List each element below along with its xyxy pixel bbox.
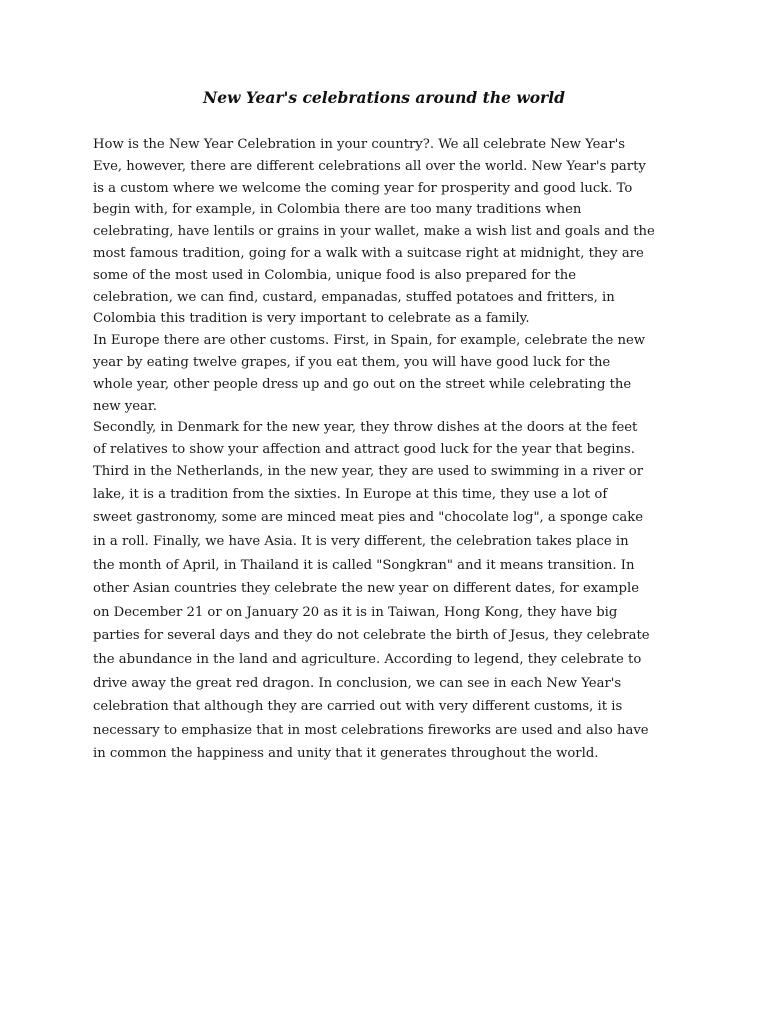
text-line: parties for several days and they do not celebrate the birth of Jesus, they celebrate xyxy=(93,628,650,644)
text-line: most famous tradition, going for a walk with a suitcase right at midnight, they are xyxy=(93,245,644,261)
document-title: New Year's celebrations around the world xyxy=(203,88,565,107)
text-line: necessary to emphasize that in most celebrations fireworks are used and also have xyxy=(93,722,649,738)
text-line: is a custom where we welcome the coming year for prosperity and good luck. To xyxy=(93,180,633,196)
text-line: year by eating twelve grapes, if you eat them, you will have good luck for the xyxy=(93,354,611,370)
text-line: sweet gastronomy, some are minced meat pies and "chocolate log", a sponge cake xyxy=(93,510,644,526)
text-line: the abundance in the land and agriculture. According to legend, they celebrate to xyxy=(93,651,642,667)
text-line: the month of April, in Thailand it is called "Songkran" and it means transition. In xyxy=(93,557,635,573)
text-line: Secondly, in Denmark for the new year, they throw dishes at the doors at the feet xyxy=(93,420,638,436)
text-line: new year. xyxy=(93,398,157,414)
text-line: In Europe there are other customs. First, in Spain, for example, celebrate the new xyxy=(93,333,646,349)
text-line: drive away the great red dragon. In conclusion, we can see in each New Year's xyxy=(93,675,622,691)
document-body xyxy=(93,134,683,766)
text-line: some of the most used in Colombia, unique food is also prepared for the xyxy=(93,267,577,283)
text-line: celebration that although they are carried out with very different customs, it is xyxy=(93,699,623,715)
text-line: in common the happiness and unity that it generates throughout the world. xyxy=(93,746,599,762)
text-line: begin with, for example, in Colombia there are too many traditions when xyxy=(93,202,582,218)
text-line: celebration, we can find, custard, empanadas, stuffed potatoes and fritters, in xyxy=(93,289,615,305)
text-line: Colombia this tradition is very important to celebrate as a family. xyxy=(93,311,530,327)
text-line: Eve, however, there are different celebrations all over the world. New Year's party xyxy=(93,158,646,174)
text-line: lake, it is a tradition from the sixties. In Europe at this time, they use a lot of xyxy=(93,486,608,502)
text-line: How is the New Year Celebration in your country?. We all celebrate New Year's xyxy=(93,137,626,152)
text-line: in a roll. Finally, we have Asia. It is very different, the celebration takes place in xyxy=(93,533,629,549)
text-line: of relatives to show your affection and attract good luck for the year that begins. xyxy=(93,442,635,458)
text-line: celebrating, have lentils or grains in your wallet, make a wish list and goals and the xyxy=(93,224,655,240)
text-line: on December 21 or on January 20 as it is in Taiwan, Hong Kong, they have big xyxy=(93,604,618,620)
text-line: other Asian countries they celebrate the new year on different dates, for example xyxy=(93,581,640,597)
text-line: Third in the Netherlands, in the new year, they are used to swimming in a river or xyxy=(93,463,644,479)
text-line: whole year, other people dress up and go out on the street while celebrating the xyxy=(93,376,632,392)
